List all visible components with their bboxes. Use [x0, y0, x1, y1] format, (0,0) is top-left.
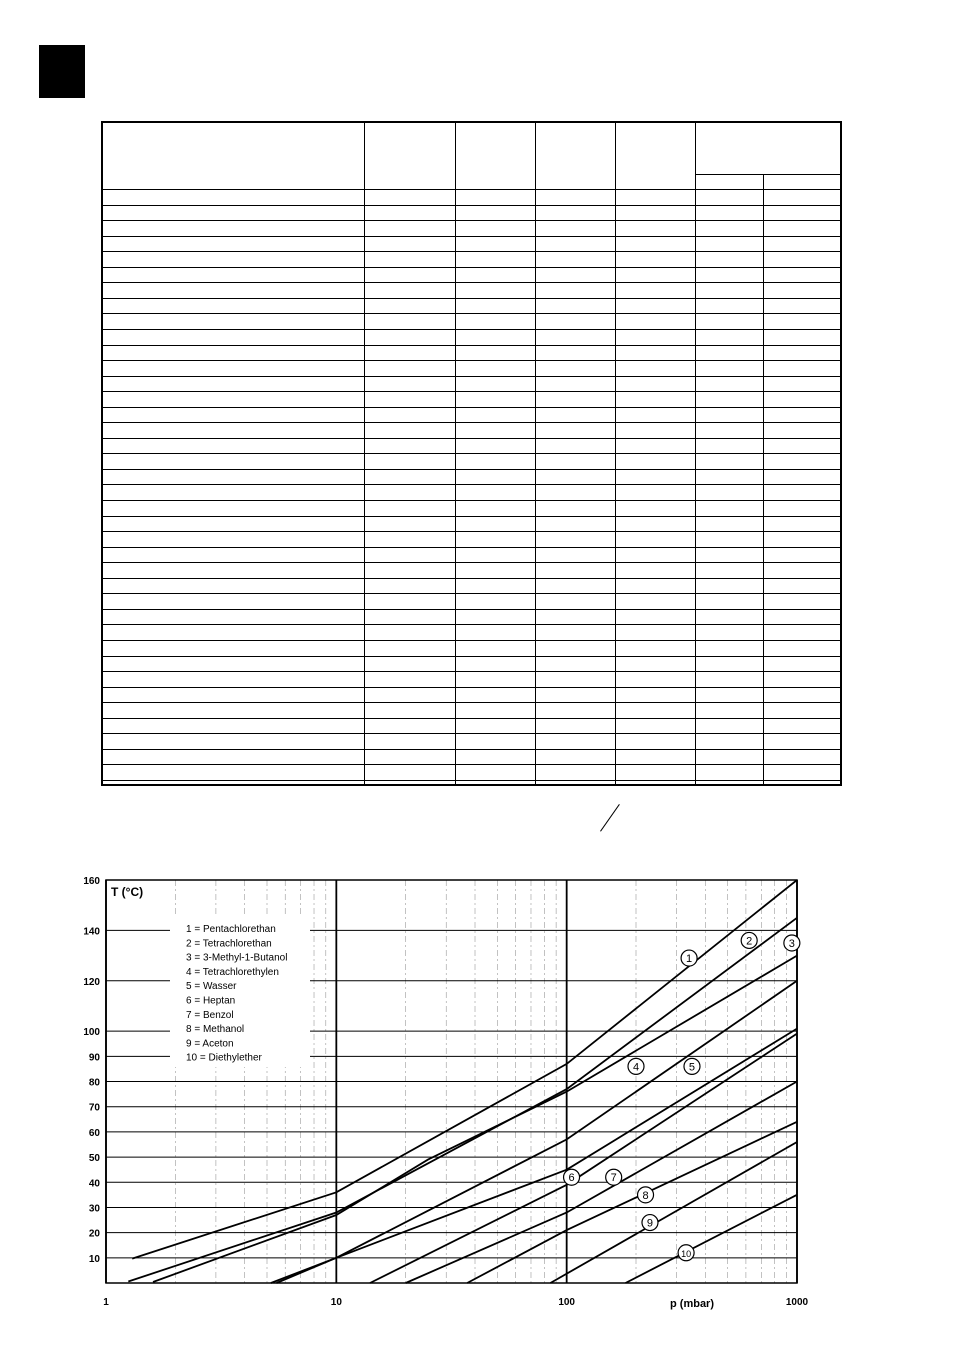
curve-label-text: 10	[681, 1248, 692, 1259]
curve-label-text: 8	[642, 1189, 649, 1202]
y-tick-label: 60	[88, 1127, 100, 1139]
y-tick-label: 120	[83, 976, 100, 988]
legend-entry: 9 = Aceton	[186, 1038, 234, 1050]
y-tick-label: 70	[88, 1102, 100, 1114]
legend-entry: 1 = Pentachlorethan	[186, 924, 276, 935]
legend-entry: 2 = Tetrachlorethan	[186, 938, 272, 950]
legend-entry: 8 = Methanol	[186, 1024, 245, 1036]
legend-entry: 6 = Heptan	[186, 995, 236, 1007]
curve-label-text: 5	[688, 1061, 696, 1074]
y-tick-label: 90	[88, 1052, 100, 1064]
legend-entry: 7 = Benzol	[186, 1009, 234, 1021]
y-tick-label: 100	[83, 1027, 100, 1039]
legend-entry: 3 = 3-Methyl-1-Butanol	[186, 952, 288, 964]
y-tick-label: 140	[83, 926, 100, 938]
series-line-8	[467, 1122, 797, 1283]
y-tick-label: 80	[88, 1077, 100, 1089]
curve-label-text: 7	[610, 1172, 617, 1185]
y-axis-label: T (°C)	[111, 885, 144, 899]
x-tick-label: 10	[330, 1297, 342, 1308]
curve-label-text: 9	[646, 1217, 654, 1230]
legend-entry: 5 = Wasser	[186, 981, 237, 993]
curve-label-text: 6	[568, 1172, 575, 1185]
x-tick-label: 1000	[785, 1297, 809, 1308]
x-tick-label: 100	[558, 1297, 576, 1308]
series-line-6	[370, 1034, 797, 1283]
curve-label-text: 1	[686, 953, 693, 966]
y-tick-label: 10	[88, 1253, 100, 1265]
x-axis-label: p (mbar)	[670, 1298, 714, 1310]
curve-label-text: 4	[632, 1061, 640, 1074]
curve-label-text: 3	[788, 937, 795, 950]
legend-entry: 4 = Tetrachlorethylen	[186, 966, 279, 978]
y-tick-label: 20	[88, 1228, 100, 1240]
series-line-9	[550, 1142, 797, 1283]
x-tick-label: 1	[103, 1297, 109, 1308]
legend-entry: 10 = Diethylether	[186, 1052, 262, 1064]
y-tick-labels	[83, 876, 100, 1265]
series-line-10	[626, 1195, 798, 1283]
y-tick-label: 160	[83, 876, 100, 887]
y-tick-label: 30	[88, 1203, 100, 1215]
y-tick-label: 40	[88, 1178, 100, 1190]
curve-label-text: 2	[746, 935, 753, 948]
y-tick-label: 50	[88, 1153, 100, 1165]
